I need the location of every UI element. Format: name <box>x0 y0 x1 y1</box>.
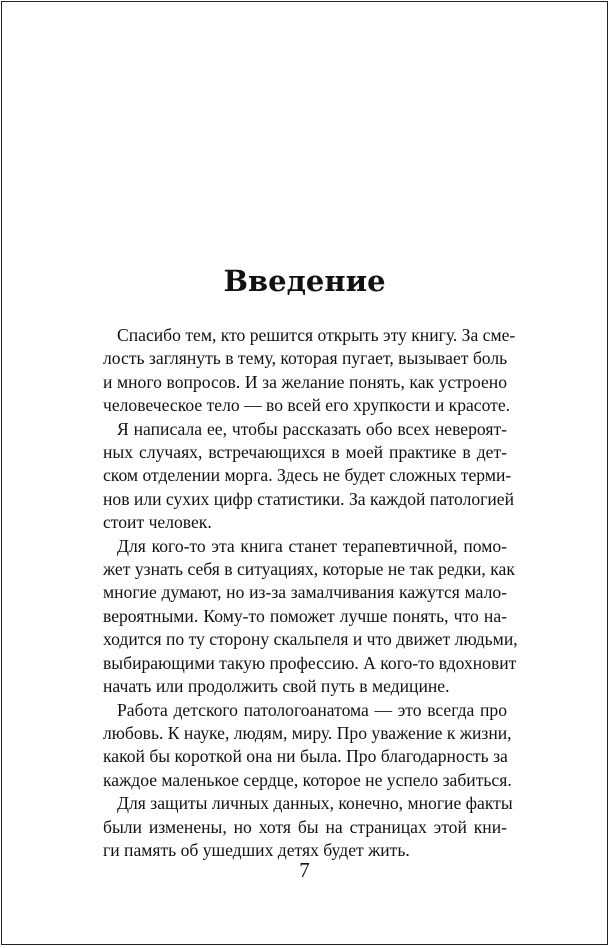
chapter-body <box>89 324 518 862</box>
text-line: ных случаях, встречающихся в моей практике в дет- <box>103 442 507 463</box>
chapter-title: Введение <box>223 264 386 298</box>
text-line: каждое маленькое сердце, которое не успело забиться. <box>103 769 512 790</box>
paragraph-5 <box>89 792 513 862</box>
text-line: Я написала ее, чтобы рассказать обо всех невероят- <box>117 418 507 439</box>
text-line: нов или сухих цифр статистики. За каждой патологией <box>103 488 515 509</box>
paragraph-1 <box>89 324 516 418</box>
text-line: многие думают, но из-за замалчивания кажутся мало- <box>103 582 507 603</box>
text-line: любовь. К науке, людям, миру. Про уважение к жизни, <box>103 722 512 743</box>
text-line: человеческое тело — во всей его хрупкости и красоте. <box>103 395 511 416</box>
text-line: были изменены, но хотя бы на страницах этой кни- <box>103 816 507 837</box>
book-page <box>1 1 608 945</box>
text-line: и много вопросов. И за желание понять, как устроено <box>103 371 507 392</box>
text-line: начать или продолжить свой путь в медицине. <box>103 676 450 697</box>
text-line: Работа детского патологоанатома — это всегда про <box>117 699 507 720</box>
text-line: ходится по ту сторону скальпеля и что движет людьми, <box>103 629 518 650</box>
paragraph-3 <box>89 535 518 699</box>
text-line: Спасибо тем, кто решится открыть эту книгу. За сме- <box>117 325 516 345</box>
text-line: вероятными. Кому-то поможет лучше понять, что на- <box>103 605 507 626</box>
text-line: стоит человек. <box>103 512 212 533</box>
text-line: выбирающими такую профессию. А кого-то вдохновит <box>103 652 517 673</box>
text-line: какой бы короткой она ни была. Про благодарность за <box>103 746 508 767</box>
text-line: ги память об ушедших детях будет жить. <box>103 839 410 860</box>
page-number: 7 <box>299 858 310 882</box>
paragraph-2 <box>89 418 515 535</box>
text-line: Для кого-то эта книга станет терапевтичной, помо- <box>117 535 507 556</box>
paragraph-4 <box>89 699 512 793</box>
text-line: лость заглянуть в тему, которая пугает, вызывает боль <box>103 348 508 369</box>
text-line: ском отделении морга. Здесь не будет сложных терми- <box>103 465 512 486</box>
text-line: жет узнать себя в ситуациях, которые не так редки, как <box>103 559 515 580</box>
text-line: Для защиты личных данных, конечно, многие факты <box>117 793 513 814</box>
